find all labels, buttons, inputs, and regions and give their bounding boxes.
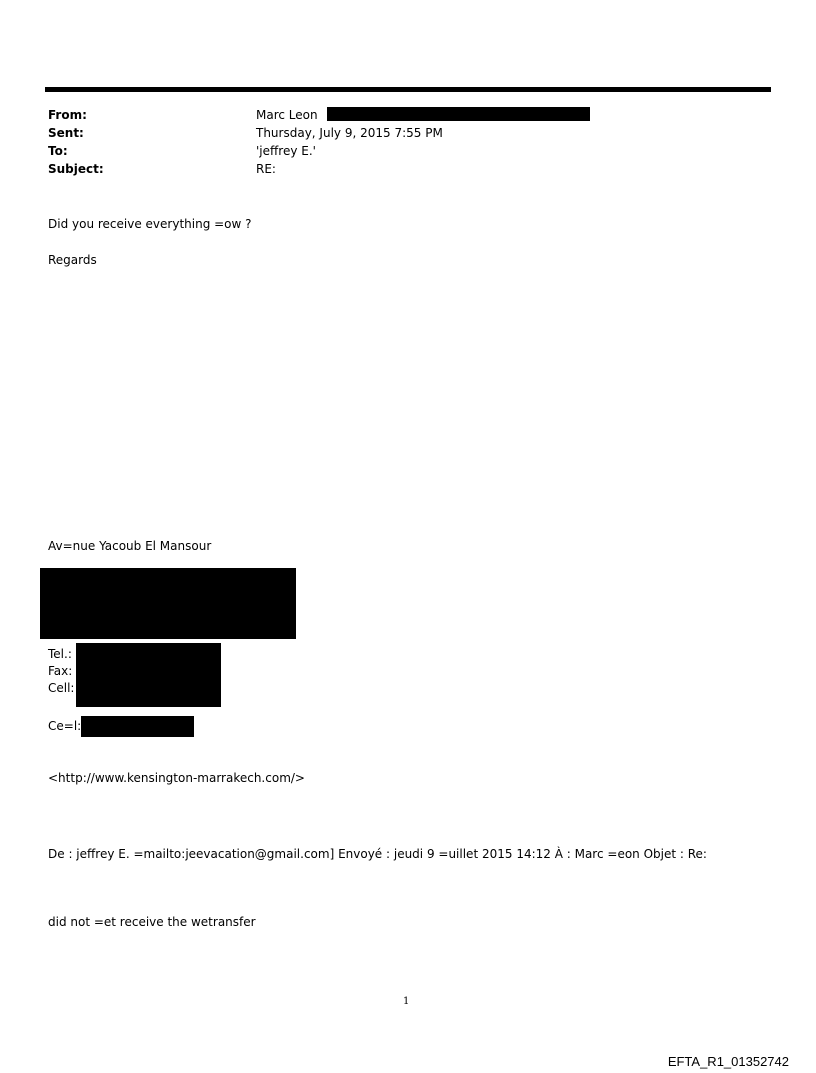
header-rule	[45, 87, 771, 92]
subject-label: Subject:	[48, 162, 104, 176]
body-line-question: Did you receive everything =ow ?	[48, 217, 252, 231]
cell-label: Cell:	[48, 681, 75, 695]
redaction-phone-numbers	[76, 643, 221, 707]
from-value: Marc Leon	[256, 108, 318, 122]
redaction-from-email	[327, 107, 590, 121]
document-id: EFTA_R1_01352742	[667, 1054, 789, 1069]
website-link[interactable]: <http://www.kensington-marrakech.com/>	[48, 771, 305, 785]
to-value: 'jeffrey E.'	[256, 144, 316, 158]
sent-label: Sent:	[48, 126, 84, 140]
to-label: To:	[48, 144, 68, 158]
quoted-message: did not =et receive the wetransfer	[48, 915, 256, 929]
tel-label: Tel.:	[48, 647, 72, 661]
subject-value: RE:	[256, 162, 276, 176]
from-label: From:	[48, 108, 87, 122]
cell2-label: Ce=l:	[48, 719, 82, 733]
sent-value: Thursday, July 9, 2015 7:55 PM	[256, 126, 443, 140]
redaction-cell-number	[81, 716, 194, 737]
fax-label: Fax:	[48, 664, 73, 678]
quoted-header-line: De : jeffrey E. =mailto:jeevacation@gmail.com] Envoyé : jeudi 9 =uillet 2015 14:12 À : Marc =eon Objet : Re:	[48, 847, 707, 861]
page-number: 1	[403, 996, 410, 1007]
signature-address: Av=nue Yacoub El Mansour	[48, 539, 212, 553]
body-line-regards: Regards	[48, 253, 97, 267]
redaction-address-block	[40, 568, 296, 639]
